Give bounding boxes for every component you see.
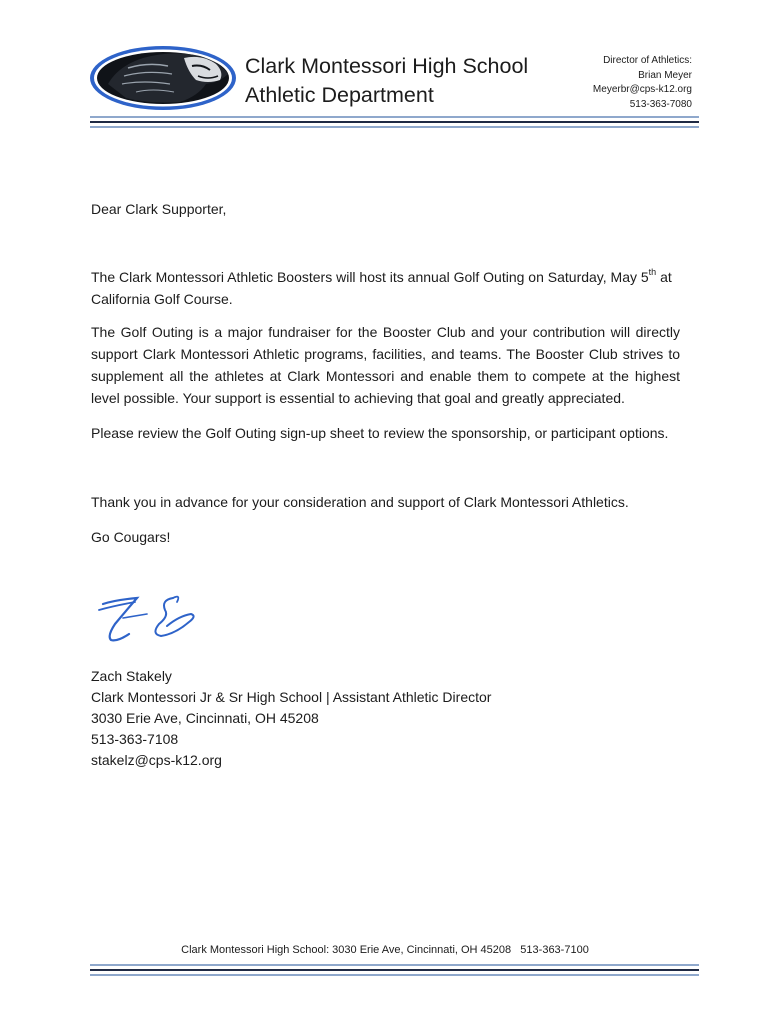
signer-address: 3030 Erie Ave, Cincinnati, OH 45208 [91, 710, 319, 726]
footer-rule [90, 964, 699, 976]
closing: Go Cougars! [91, 529, 171, 545]
director-phone: 513-363-7080 [629, 98, 692, 110]
ordinal-suffix: th [648, 267, 657, 277]
signature-block [91, 666, 491, 771]
paragraph-2-text: The Golf Outing is a major fundraiser for the Booster Club and your contribution will directly support Clark Montessori Athletic programs, facilities, and teams. The Booster Club strives to supplement all the athletes at Clark Montessori and enable them to compete at the highest level possible. Your support is essential to achieving that goal and greatly appreciated. [91, 324, 680, 406]
director-name: Brian Meyer [638, 69, 692, 81]
signature-icon [95, 590, 205, 650]
paragraph-2 [91, 321, 680, 409]
director-contact [593, 54, 692, 112]
header-rule [90, 116, 699, 128]
director-title: Director of Athletics: [603, 55, 692, 66]
paragraph-4: Thank you in advance for your consideration and support of Clark Montessori Athletics. [91, 494, 629, 510]
paragraph-1 [91, 266, 680, 310]
letterhead-title [245, 52, 528, 110]
signer-email: stakelz@cps-k12.org [91, 752, 222, 768]
signer-title: Clark Montessori Jr & Sr High School | Assistant Athletic Director [91, 689, 492, 705]
paragraph-3: Please review the Golf Outing sign-up sheet to review the sponsorship, or participant options. [91, 425, 669, 441]
department-name: Athletic Department [245, 83, 434, 107]
cougar-logo-icon [88, 44, 238, 112]
signer-name: Zach Stakely [91, 668, 172, 684]
director-email: Meyerbr@cps-k12.org [592, 84, 692, 95]
signer-phone: 513-363-7108 [91, 731, 179, 747]
footer-address: Clark Montessori High School: 3030 Erie Ave, Cincinnati, OH 45208 513-363-7100 [181, 944, 589, 956]
school-name: Clark Montessori High School [245, 54, 529, 78]
paragraph-1-tail: at California Golf Course. [91, 269, 672, 307]
paragraph-1-text: The Clark Montessori Athletic Boosters will host its annual Golf Outing on Saturday, May 5 [91, 269, 649, 285]
salutation: Dear Clark Supporter, [91, 201, 227, 217]
